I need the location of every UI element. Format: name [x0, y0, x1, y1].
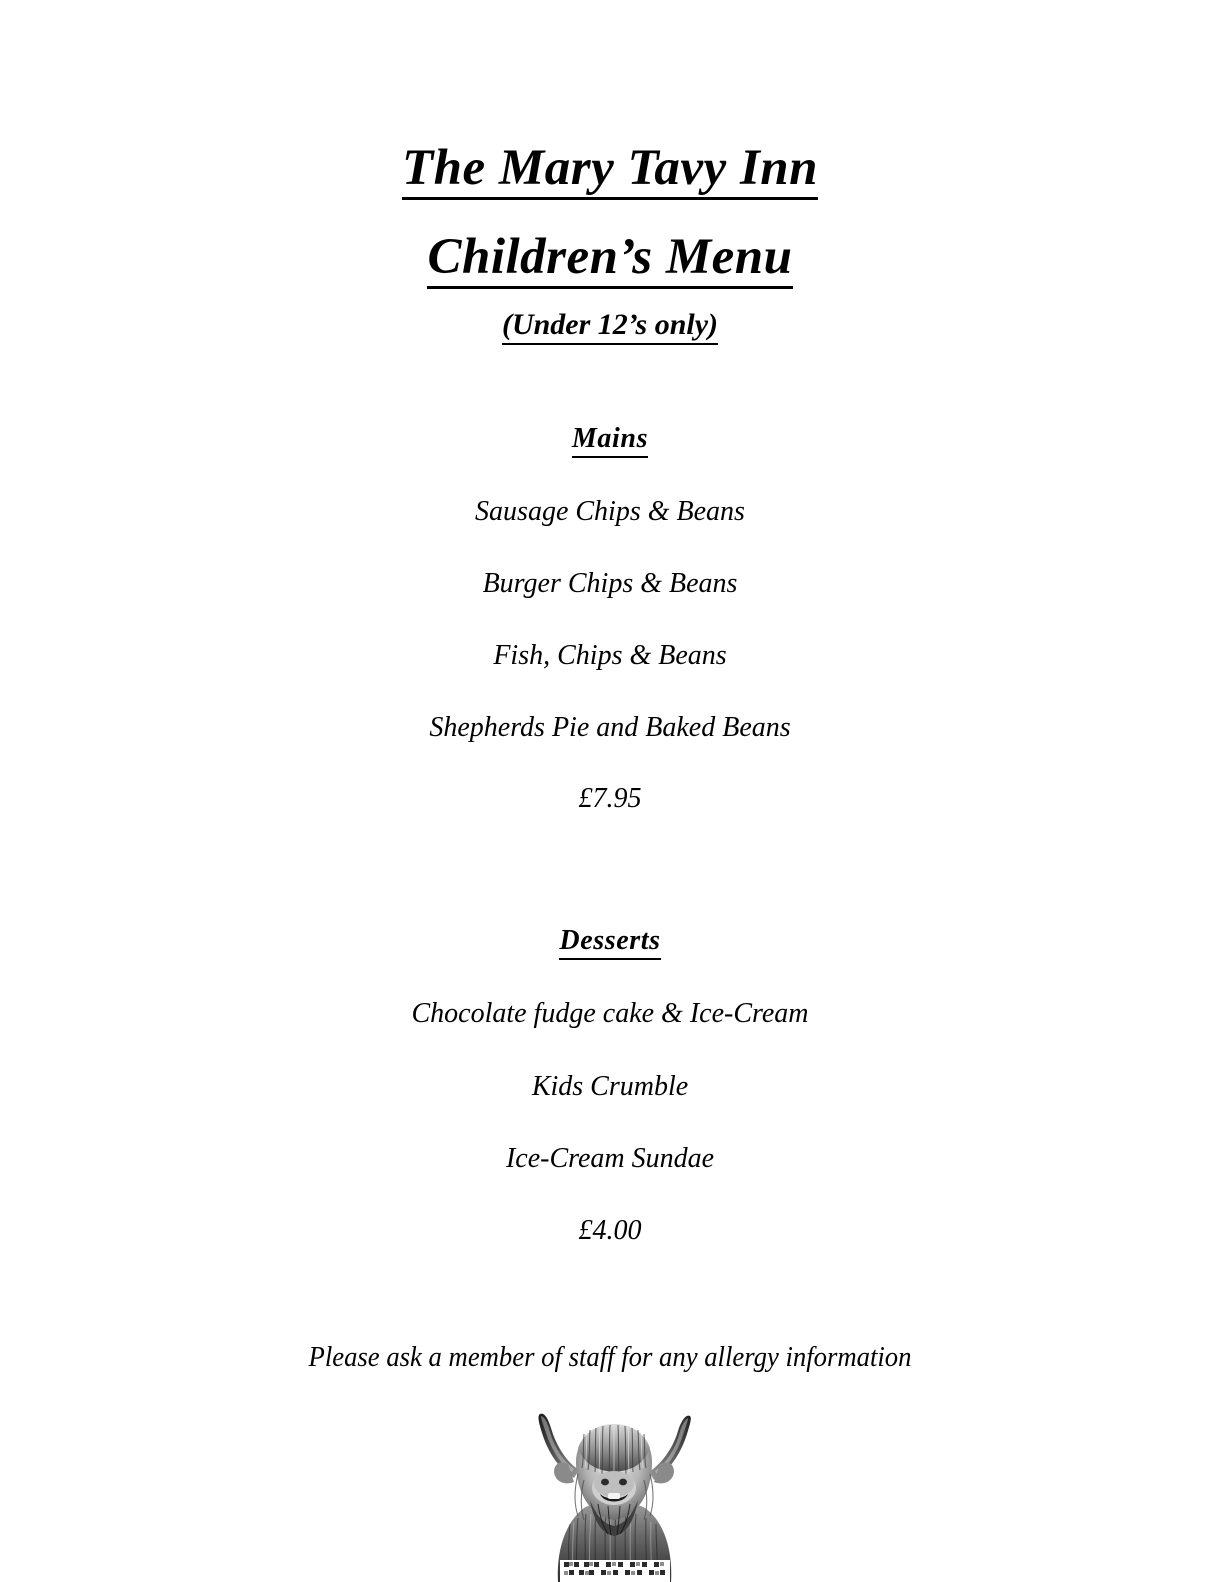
- highland-cow-photo: [524, 1404, 704, 1582]
- menu-item-mains-3: Shepherds Pie and Baked Beans: [429, 712, 791, 743]
- page-bottom-dither-artifact: [560, 1560, 670, 1582]
- section-heading-mains: [0, 425, 1220, 458]
- menu-item-desserts-2: Ice-Cream Sundae: [505, 1143, 715, 1174]
- section-heading-desserts-text: Desserts: [559, 927, 660, 960]
- page-title-line-1-text: The Mary Tavy Inn: [402, 143, 818, 200]
- page-subtitle: [0, 310, 1220, 345]
- section-heading-mains-text: Mains: [572, 425, 648, 458]
- menu-item-mains-1: Burger Chips & Beans: [482, 568, 738, 599]
- allergy-information-note: Please ask a member of staff for any allergy information: [308, 1341, 912, 1373]
- menu-item-desserts-0: Chocolate fudge cake & Ice-Cream: [411, 998, 809, 1029]
- page-title-line-2-text: Children’s Menu: [427, 232, 792, 289]
- page-title-line-2: [0, 229, 1220, 289]
- section-price-desserts: £4.00: [578, 1215, 642, 1246]
- page-subtitle-text: (Under 12’s only): [502, 310, 718, 345]
- menu-item-mains-2: Fish, Chips & Beans: [493, 640, 727, 671]
- section-price-mains: £7.95: [578, 783, 642, 814]
- menu-item-desserts-1: Kids Crumble: [531, 1071, 689, 1102]
- menu-item-mains-0: Sausage Chips & Beans: [475, 496, 745, 527]
- section-heading-desserts: [0, 927, 1220, 960]
- page-title-line-1: [0, 140, 1220, 200]
